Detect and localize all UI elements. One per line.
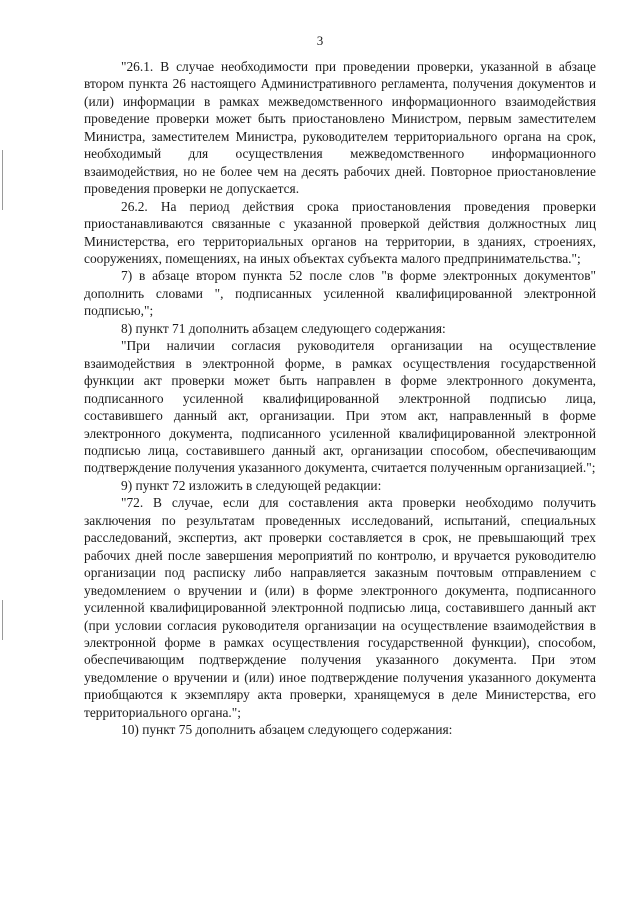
page-number: 3 [316, 33, 324, 48]
document-body [84, 58, 596, 739]
scan-edge-mark [2, 600, 3, 640]
paragraph-72: "72. В случае, если для составления акта проверки необходимо получить заключения по результатам проведенных исследований, испытаний, специальных расследований, экспертиз, акт проверки составляется в срок, не превышающий трех рабочих дней после завершения мероприятий по контролю, и вручается руководителю организации под расписку либо направляется заказным почтовым отправлением с уведомлением о вручении и (или) в форме электронного документа, подписанного усиленной квалифицированной электронной подписью лица, составившего данный акт (при условии согласия руководителя организации на осуществление взаимодействия в электронной форме в рамках осуществления государственной функции), способом, обеспечивающим подтверждение получения указанного документа. При этом уведомление о вручении и (или) иное подтверждение получения указанного документа приобщаются к экземпляру акта проверки, хранящемуся в деле Министерства, его территориального органа."; [84, 495, 596, 720]
scan-edge-mark [2, 150, 3, 210]
paragraph-item-10: 10) пункт 75 дополнить абзацем следующего содержания: [121, 722, 453, 738]
paragraph-item-8: 8) пункт 71 дополнить абзацем следующего содержания: [121, 320, 446, 336]
paragraph-item-9: 9) пункт 72 изложить в следующей редакции: [121, 477, 382, 493]
paragraph-26-1: "26.1. В случае необходимости при проведении проверки, указанной в абзаце втором пункта 26 настоящего Административного регламента, получения документов и (или) информации в рамках межведомственного информационного взаимодействия проведение проверки может быть приостановлено Министром, первым заместителем Министра, заместителем Министра, руководителем территориального органа на срок, необходимый для осуществления межведомственного информационного взаимодействия, но не более чем на десять рабочих дней. Повторное приостановление проведения проверки не допускается. [84, 59, 596, 197]
paragraph-item-7: 7) в абзаце втором пункта 52 после слов "в форме электронных документов" дополнить словами ", подписанных усиленной квалифицированной электронной подписью,"; [84, 268, 596, 319]
paragraph-item-8-text: "При наличии согласия руководителя организации на осуществление взаимодействия в электронной форме, в рамках осуществления государственной функции акт проверки может быть направлен в форме электронного документа, подписанного усиленной квалифицированной электронной подписью лица, составившего данный акт, организации. При этом акт, направленный в форме электронного документа, подписанного усиленной квалифицированной электронной подписью лица, составившего данный акт, организации способом, обеспечивающим подтверждение получения указанного документа, считается полученным организацией."; [84, 338, 596, 476]
paragraph-26-2: 26.2. На период действия срока приостановления проведения проверки приостанавливаются связанные с указанной проверкой действия должностных лиц Министерства, его территориальных органов на территории, в зданиях, строениях, сооружениях, помещениях, на иных объектах субъекта малого предпринимательства."; [84, 198, 596, 266]
